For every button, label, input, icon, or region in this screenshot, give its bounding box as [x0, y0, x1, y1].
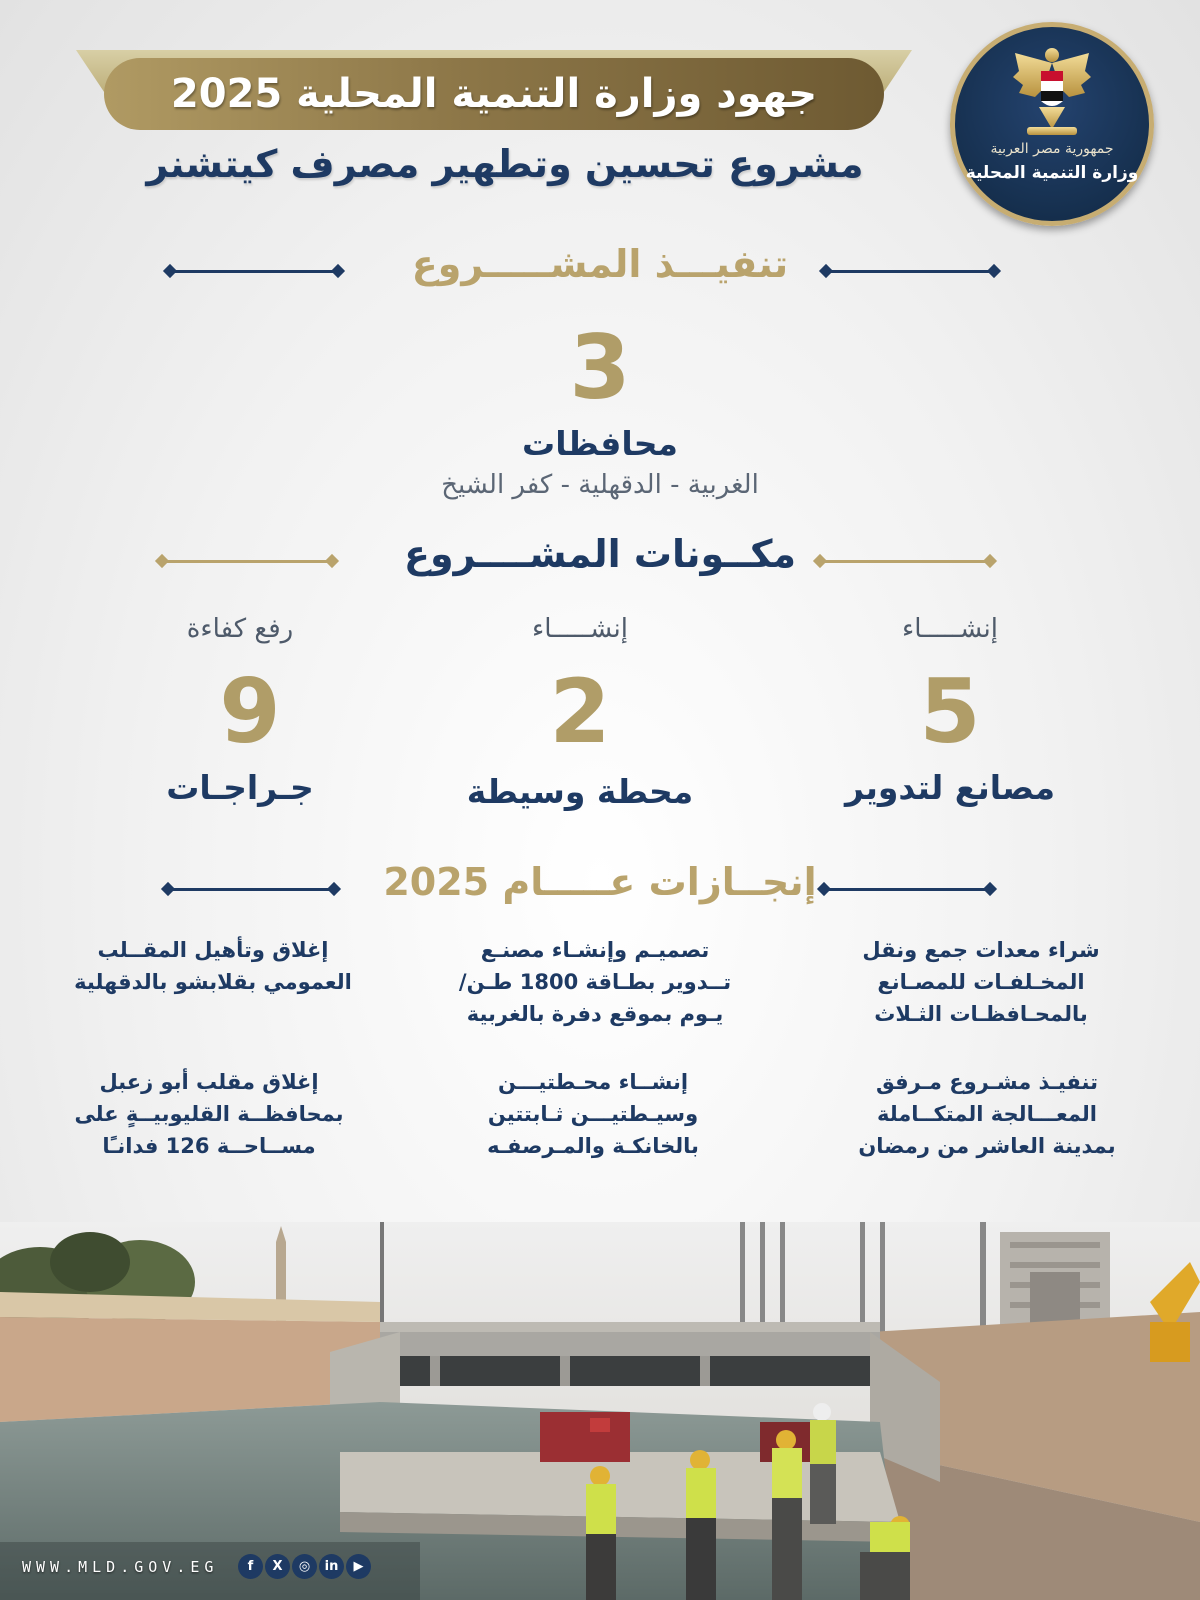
eagle-icon — [1009, 41, 1095, 141]
component-prefix: رفع كفاءة — [186, 614, 294, 644]
governorates-list: الغربية - الدقهلية - كفر الشيخ — [441, 470, 759, 500]
ministry-emblem — [950, 22, 1154, 226]
implementation-heading: تنفيـــذ المشـــــروع — [411, 242, 789, 286]
emblem-country-text: جمهورية مصر العربية — [990, 141, 1114, 157]
component-number: 9 — [219, 660, 281, 763]
worker — [810, 1403, 836, 1524]
component-label: مصانع لتدوير — [844, 768, 1056, 807]
x-icon[interactable]: X — [265, 1554, 290, 1579]
achievement-item: إغلاق مقلب أبو زعبل بمحافظــة القليوبيــةٍ على مســاحــة 126 فدانـًا — [74, 1070, 344, 1158]
linkedin-icon[interactable]: in — [319, 1554, 344, 1579]
components-heading: مكــونات المشــــروع — [404, 532, 796, 576]
project-site-photo — [0, 1222, 1200, 1600]
component-label: جـراجـات — [166, 768, 314, 807]
website-url[interactable]: WWW.MLD.GOV.EG — [22, 1558, 219, 1576]
title-ribbon — [104, 58, 884, 130]
component-prefix: إنشـــــاء — [532, 614, 628, 644]
governorates-count: 3 — [569, 316, 631, 419]
component-label: محطة وسيطة — [466, 772, 694, 811]
achievement-item: تنفيـذ مشـروع مـرفق المعـــالجة المتكــاملة بمدينة العاشر من رمضان — [858, 1070, 1116, 1158]
achievement-item: إنشــاء محـطتيـــن وسيـطتيـــن ثـابتتين بالخانكـة والمـرصفـه — [487, 1070, 699, 1158]
achievement-item: تصميـم وإنشـاء مصنـع تــدوير بطـاقة 1800 طـن/ يـوم بموقع دفرة بالغربية — [458, 938, 732, 1026]
achievement-item: شراء معدات جمع ونقل المخـلفـات للمصـانع بالمحـافظـات الثـلاث — [862, 938, 1100, 1026]
component-prefix: إنشـــــاء — [902, 614, 998, 644]
worker — [586, 1466, 616, 1600]
facebook-icon[interactable]: f — [238, 1554, 263, 1579]
worker — [686, 1450, 716, 1600]
emblem-ministry-text: وزارة التنمية المحلية — [965, 163, 1139, 183]
site-illustration — [0, 1222, 1200, 1600]
youtube-icon[interactable]: ▶ — [346, 1554, 371, 1579]
achievements-heading: إنجــازات عـــــام 2025 — [383, 860, 817, 904]
achievement-item: إغلاق وتأهيل المقــلب العمومي بقلابشو بالدقهلية — [74, 938, 352, 994]
worker — [772, 1430, 802, 1600]
project-subtitle: مشروع تحسين وتطهير مصرف كيتشنر — [146, 142, 864, 186]
instagram-icon[interactable]: ◎ — [292, 1554, 317, 1579]
governorates-label: محافظات — [522, 424, 678, 463]
page-title: جهود وزارة التنمية المحلية 2025 — [170, 71, 818, 117]
component-number: 2 — [549, 660, 611, 763]
component-number: 5 — [919, 660, 981, 763]
